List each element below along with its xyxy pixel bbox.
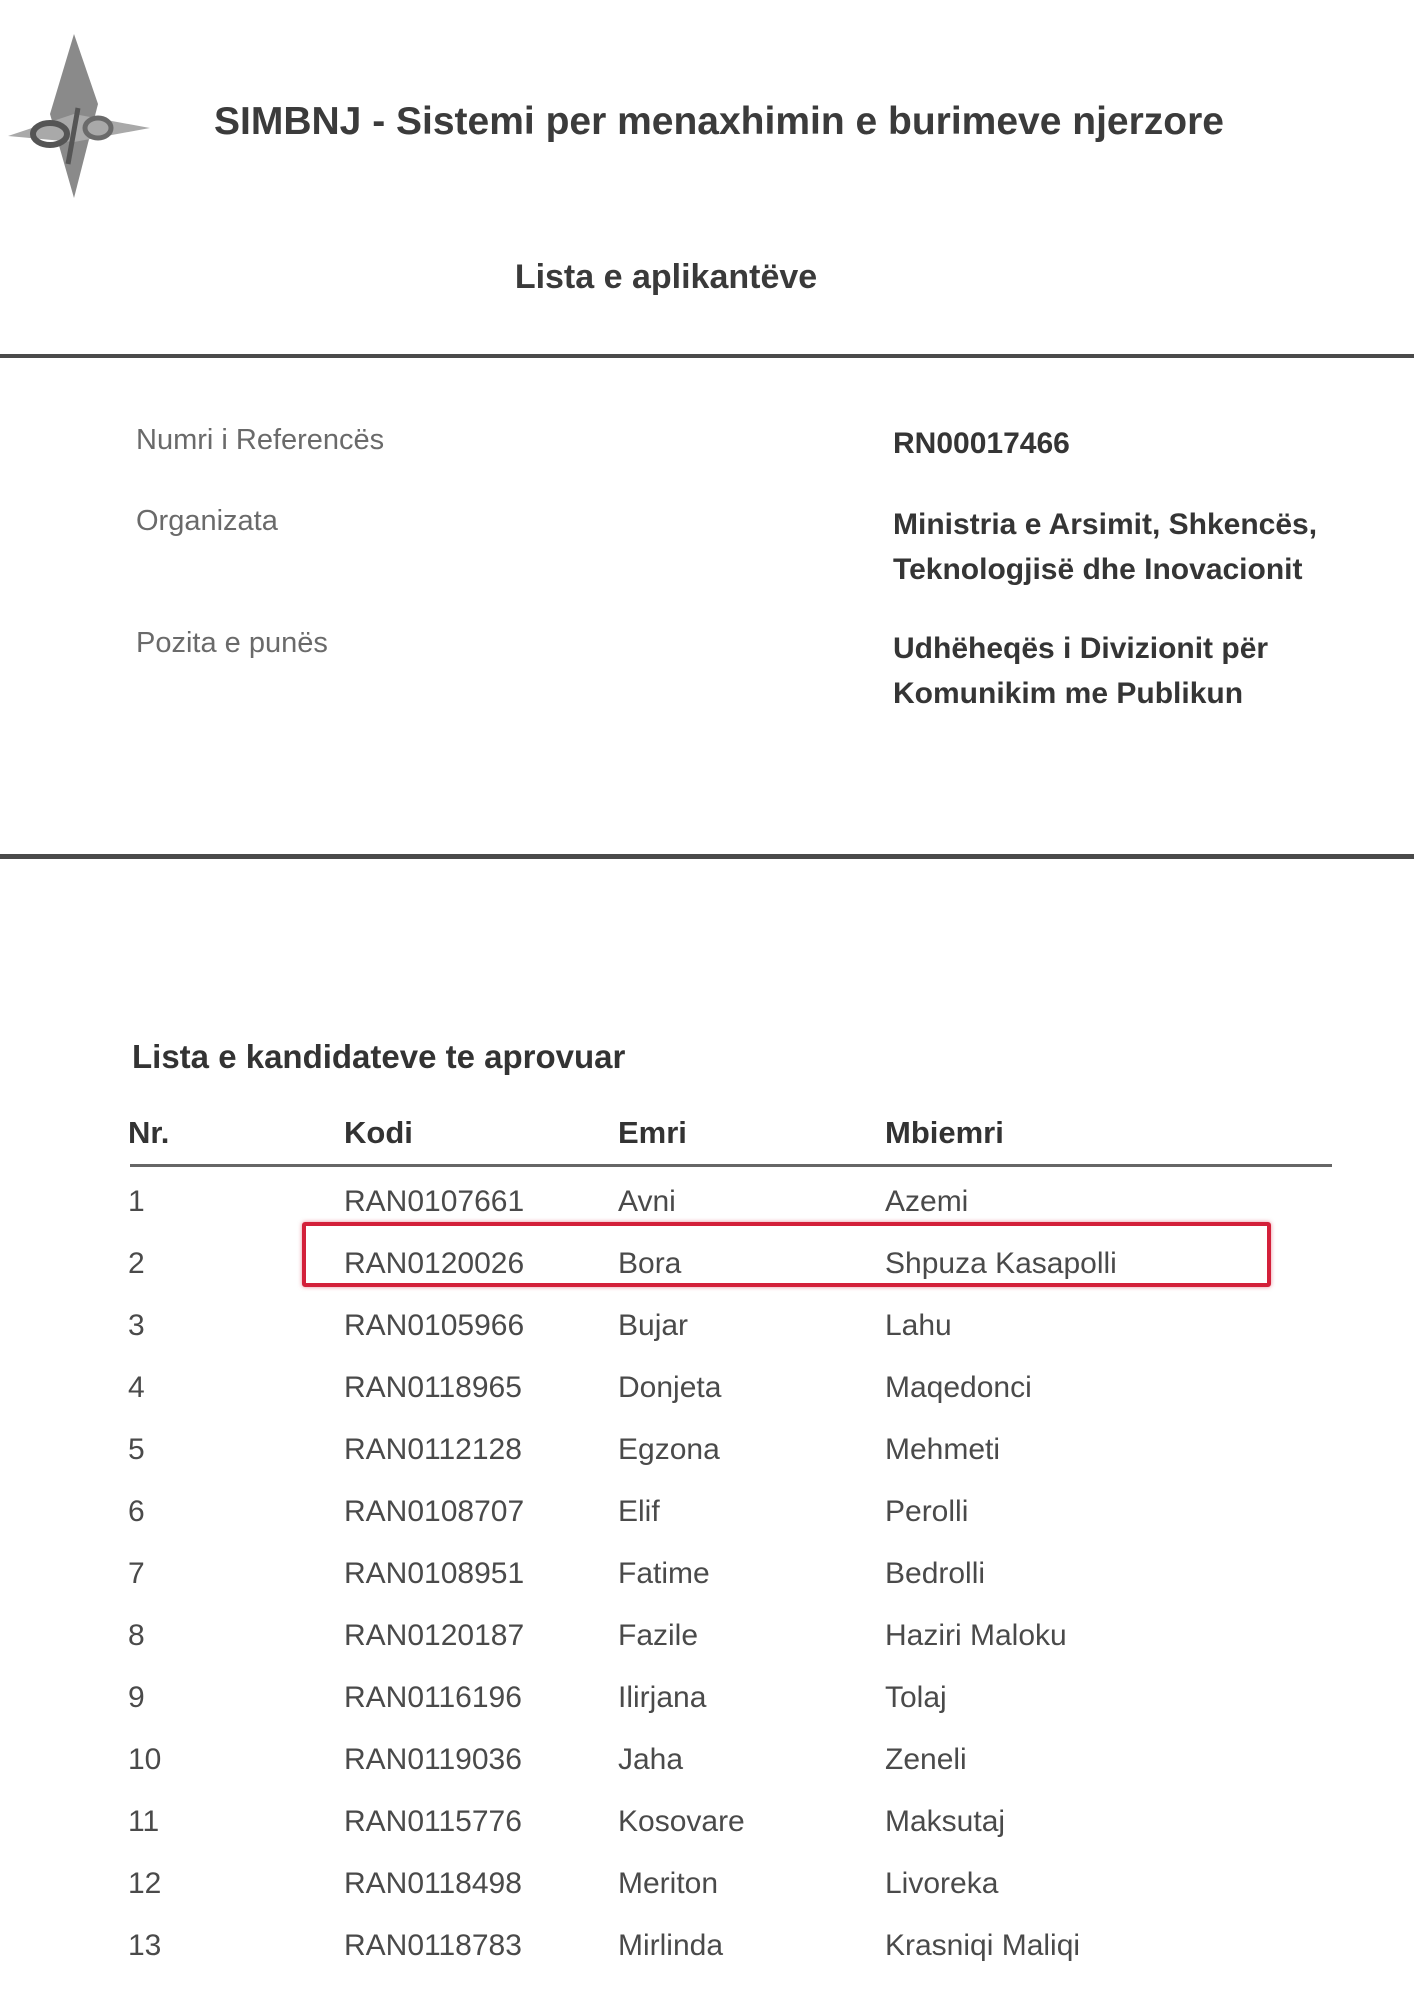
cell-emri: Fazile [618, 1619, 699, 1652]
section-title: Lista e kandidateve te aprovuar [132, 1038, 626, 1075]
table-row [0, 1607, 1414, 1669]
cell-kodi: RAN0120187 [344, 1619, 525, 1652]
cell-nr: 7 [128, 1557, 145, 1590]
cell-emri: Mirlinda [618, 1929, 724, 1962]
app-title: SIMBNJ - Sistemi per menaxhimin e burimeve njerzore [214, 100, 1224, 143]
cell-nr: 2 [128, 1247, 145, 1280]
header-divider [130, 1164, 1332, 1167]
cell-kodi: RAN0118498 [344, 1867, 522, 1900]
table-row [0, 1793, 1414, 1855]
cell-mbiemri: Krasniqi Maliqi [885, 1929, 1081, 1962]
table-row [0, 1855, 1414, 1917]
reference-label: Numri i Referencës [136, 424, 385, 456]
cell-emri: Jaha [618, 1743, 684, 1776]
cell-emri: Bora [618, 1247, 682, 1280]
cell-mbiemri: Livoreka [885, 1867, 999, 1900]
organization-value: Ministria e Arsimit, Shkencës, Teknologjisë dhe Inovacionit [893, 508, 1318, 586]
cell-mbiemri: Lahu [885, 1309, 952, 1342]
column-header-kodi: Kodi [344, 1115, 413, 1150]
cell-mbiemri: Azemi [885, 1185, 969, 1218]
cell-mbiemri: Maqedonci [885, 1371, 1032, 1404]
cell-kodi: RAN0118783 [344, 1929, 522, 1962]
highlight-box [302, 1222, 1271, 1287]
cell-nr: 9 [128, 1681, 145, 1714]
cell-kodi: RAN0105966 [344, 1309, 525, 1342]
cell-emri: Avni [618, 1185, 676, 1218]
divider [0, 354, 1414, 358]
cell-kodi: RAN0120026 [344, 1247, 525, 1280]
cell-mbiemri: Bedrolli [885, 1557, 986, 1590]
column-header-nr: Nr. [128, 1115, 170, 1150]
cell-emri: Donjeta [618, 1371, 722, 1404]
cell-emri: Elif [618, 1495, 660, 1528]
cell-kodi: RAN0107661 [344, 1185, 525, 1218]
cell-mbiemri: Perolli [885, 1495, 969, 1528]
cell-emri: Ilirjana [618, 1681, 707, 1714]
cell-nr: 11 [128, 1805, 160, 1838]
cell-mbiemri: Haziri Maloku [885, 1619, 1067, 1652]
cell-nr: 6 [128, 1495, 145, 1528]
cell-emri: Fatime [618, 1557, 710, 1590]
cell-kodi: RAN0116196 [344, 1681, 522, 1714]
document-title: Lista e aplikantëve [514, 258, 818, 296]
divider [0, 854, 1414, 859]
position-value: Udhëheqës i Divizionit për Komunikim me Publikun [893, 632, 1269, 710]
cell-nr: 8 [128, 1619, 145, 1652]
cell-emri: Egzona [618, 1433, 720, 1466]
cell-kodi: RAN0108951 [344, 1557, 525, 1590]
table-header [0, 1115, 1414, 1160]
cell-nr: 13 [128, 1929, 162, 1962]
cell-mbiemri: Zeneli [885, 1743, 967, 1776]
table-row [0, 1731, 1414, 1793]
reference-value: RN00017466 [893, 427, 1070, 460]
table-row [0, 1421, 1414, 1483]
cell-nr: 10 [128, 1743, 162, 1776]
cell-emri: Bujar [618, 1309, 689, 1342]
cell-emri: Meriton [618, 1867, 719, 1900]
cell-kodi: RAN0119036 [344, 1743, 522, 1776]
table-row [0, 1483, 1414, 1545]
candidates-table [0, 1173, 1414, 1979]
column-header-mbiemri: Mbiemri [885, 1115, 1004, 1150]
cell-emri: Kosovare [618, 1805, 745, 1838]
position-label: Pozita e punës [136, 627, 328, 659]
table-row [0, 1545, 1414, 1607]
cell-nr: 1 [128, 1185, 145, 1218]
cell-mbiemri: Shpuza Kasapolli [885, 1247, 1117, 1280]
cell-mbiemri: Tolaj [885, 1681, 947, 1714]
cell-mbiemri: Maksutaj [885, 1805, 1006, 1838]
simbnj-logo [2, 30, 152, 200]
cell-kodi: RAN0108707 [344, 1495, 525, 1528]
table-row [0, 1669, 1414, 1731]
cell-nr: 3 [128, 1309, 145, 1342]
cell-nr: 5 [128, 1433, 145, 1466]
table-row [0, 1297, 1414, 1359]
cell-kodi: RAN0118965 [344, 1371, 522, 1404]
cell-nr: 12 [128, 1867, 162, 1900]
table-row [0, 1359, 1414, 1421]
table-row [0, 1917, 1414, 1979]
cell-mbiemri: Mehmeti [885, 1433, 1001, 1466]
organization-label: Organizata [136, 505, 278, 537]
cell-kodi: RAN0112128 [344, 1433, 522, 1466]
column-header-emri: Emri [618, 1115, 687, 1150]
cell-kodi: RAN0115776 [344, 1805, 522, 1838]
cell-nr: 4 [128, 1371, 145, 1404]
